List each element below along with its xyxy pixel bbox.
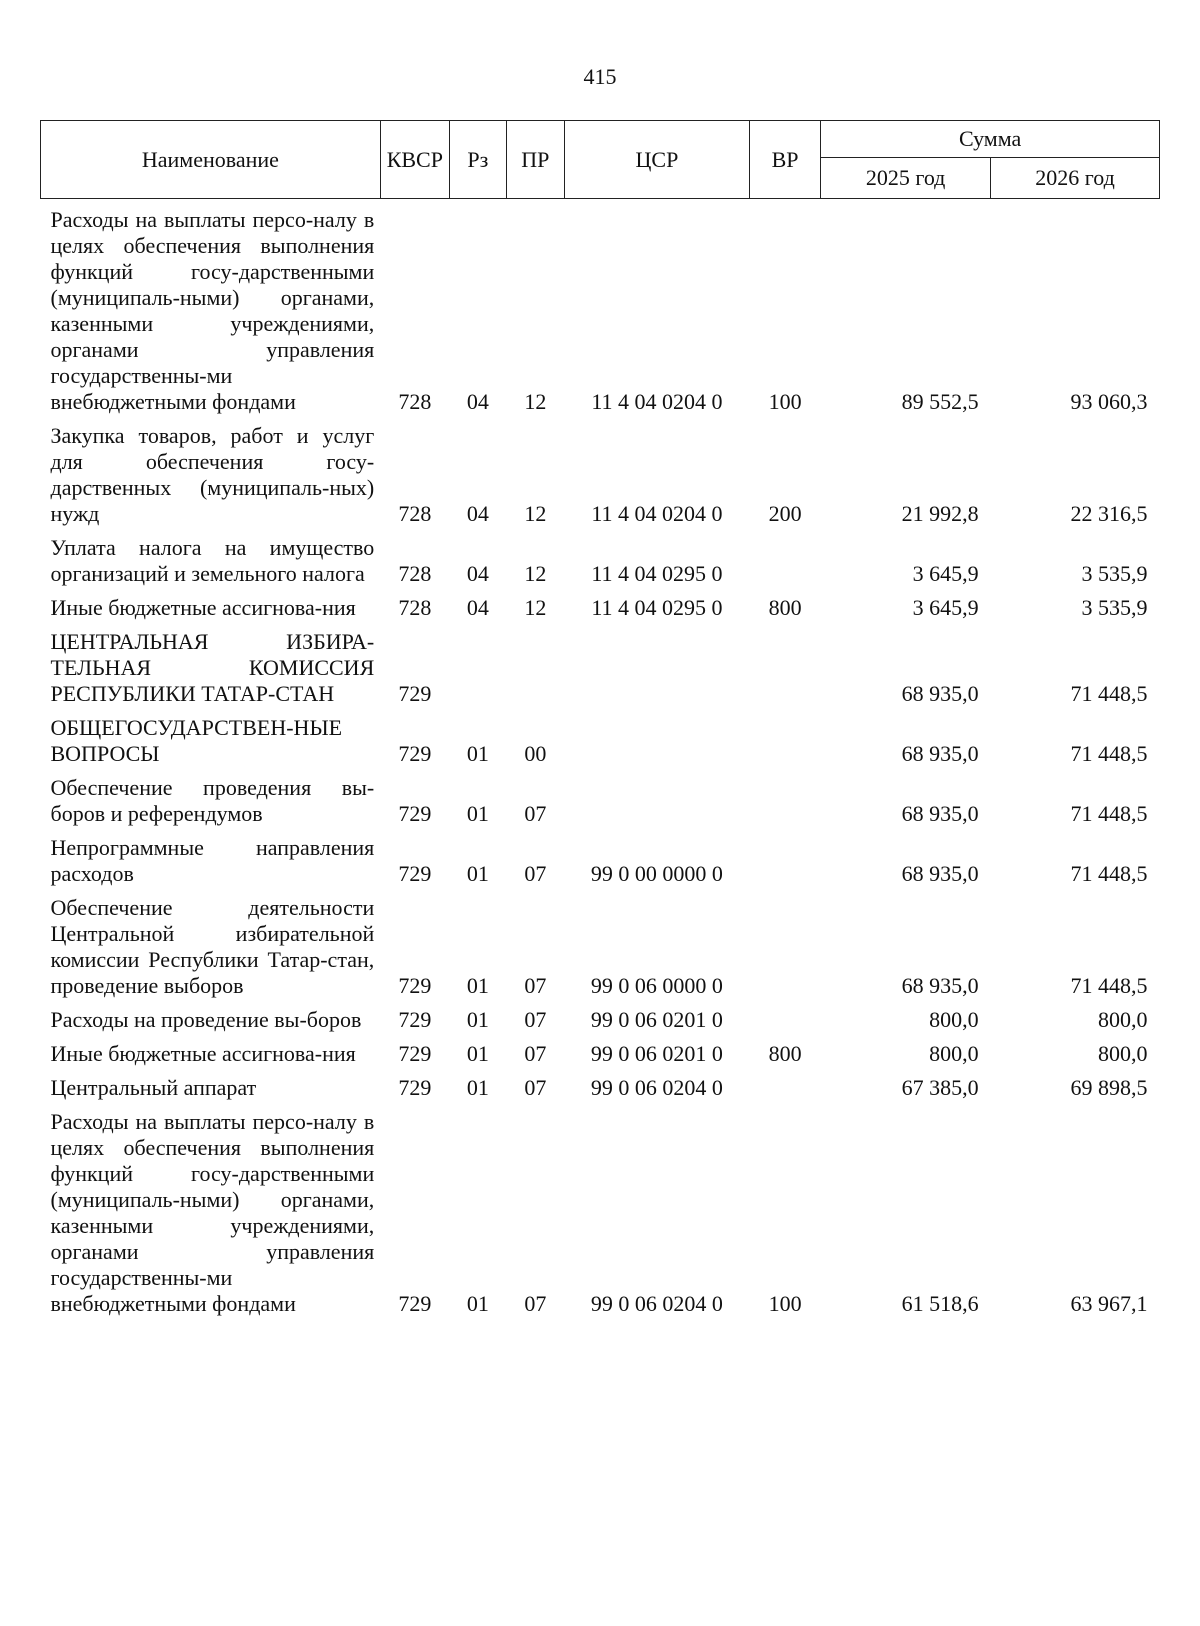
- row-csr-cell: 99 0 00 0000 0: [590, 861, 723, 886]
- row-csr-cell: [564, 767, 749, 827]
- row-name-text: Обеспечение деятельности Центральной избирательной комиссии Республики Татар-стан, проведение выборов: [50, 895, 375, 998]
- row-pr-cell: 07: [524, 1041, 547, 1066]
- row-2026-cell: 3 535,9: [1081, 595, 1148, 620]
- table-row: [41, 527, 1160, 587]
- row-kvsr-cell: 729: [398, 801, 432, 826]
- row-rz-cell: [449, 621, 506, 707]
- row-2025-cell: 68 935,0: [901, 861, 979, 886]
- row-2025-cell: 21 992,8: [901, 501, 979, 526]
- table-row: [41, 1067, 1160, 1101]
- row-name-cell: [41, 827, 381, 887]
- table-body: [41, 199, 1160, 1318]
- row-2025-cell: 3 645,9: [912, 595, 979, 620]
- row-2026-cell: 800,0: [1098, 1007, 1148, 1032]
- row-csr-cell: 99 0 06 0204 0: [590, 1291, 723, 1316]
- table-row: [41, 1101, 1160, 1317]
- header-year-2025: 2025 год: [821, 158, 991, 199]
- table-row: [41, 587, 1160, 621]
- row-2025-cell: 61 518,6: [901, 1291, 979, 1316]
- row-rz-cell: 01: [466, 1007, 489, 1032]
- row-rz-cell: 01: [466, 741, 489, 766]
- row-name-text: Центральный аппарат: [50, 1075, 257, 1100]
- row-rz-cell: 01: [466, 1041, 489, 1066]
- row-2026-cell: 800,0: [1098, 1041, 1148, 1066]
- row-pr-cell: 07: [524, 1075, 547, 1100]
- row-name-text: Закупка товаров, работ и услуг для обеспечения госу-дарственных (муниципаль-ных) нужд: [50, 423, 375, 526]
- row-csr-cell: 99 0 06 0201 0: [590, 1041, 723, 1066]
- row-name-text: Иные бюджетные ассигнова-ния: [50, 1041, 356, 1066]
- row-name-text: Расходы на выплаты персо-налу в целях обеспечения выполнения функций госу-дарственными (муниципаль-ными) органами, казенными учреждениями, органами управления государственны-ми внебюджетными фондами: [50, 1109, 375, 1316]
- header-name: Наименование: [41, 121, 381, 199]
- row-2026-cell: 71 448,5: [1070, 741, 1148, 766]
- header-rz: Рз: [449, 121, 506, 199]
- row-kvsr-cell: 729: [398, 741, 432, 766]
- row-name-cell: [41, 527, 381, 587]
- row-2026-cell: 71 448,5: [1070, 681, 1148, 706]
- row-vr-cell: [749, 1067, 820, 1101]
- row-rz-cell: 01: [466, 973, 489, 998]
- row-2025-cell: 800,0: [929, 1007, 979, 1032]
- row-pr-cell: 07: [524, 1007, 547, 1032]
- row-pr-cell: 07: [524, 973, 547, 998]
- row-name-cell: [41, 1101, 381, 1317]
- row-2026-cell: 71 448,5: [1070, 861, 1148, 886]
- row-name-cell: [41, 767, 381, 827]
- table-row: [41, 415, 1160, 527]
- row-kvsr-cell: 729: [398, 1291, 432, 1316]
- header-year-2026: 2026 год: [991, 158, 1160, 199]
- row-2025-cell: 68 935,0: [901, 973, 979, 998]
- row-2025-cell: 68 935,0: [901, 801, 979, 826]
- row-vr-cell: [749, 621, 820, 707]
- row-2026-cell: 63 967,1: [1070, 1291, 1148, 1316]
- row-kvsr-cell: 729: [398, 1041, 432, 1066]
- row-vr-cell: 100: [768, 389, 802, 414]
- row-name-cell: [41, 415, 381, 527]
- row-vr-cell: [749, 527, 820, 587]
- row-csr-cell: 99 0 06 0201 0: [590, 1007, 723, 1032]
- row-vr-cell: 200: [768, 501, 802, 526]
- row-name-cell: [41, 621, 381, 707]
- row-pr-cell: [506, 621, 564, 707]
- row-rz-cell: 04: [466, 389, 489, 414]
- row-kvsr-cell: 728: [398, 561, 432, 586]
- row-kvsr-cell: 729: [398, 973, 432, 998]
- row-2026-cell: 3 535,9: [1081, 561, 1148, 586]
- row-name-cell: [41, 707, 381, 767]
- row-vr-cell: [749, 767, 820, 827]
- row-2025-cell: 68 935,0: [901, 681, 979, 706]
- row-csr-cell: 11 4 04 0295 0: [591, 561, 723, 586]
- row-name-cell: [41, 887, 381, 999]
- row-2026-cell: 93 060,3: [1070, 389, 1148, 414]
- header-csr: ЦСР: [564, 121, 749, 199]
- row-name-cell: [41, 1067, 381, 1101]
- row-2026-cell: 71 448,5: [1070, 973, 1148, 998]
- row-vr-cell: 800: [768, 595, 802, 620]
- row-2026-cell: 22 316,5: [1070, 501, 1148, 526]
- header-kvsr: КВСР: [380, 121, 449, 199]
- row-pr-cell: 00: [524, 741, 547, 766]
- row-kvsr-cell: 728: [398, 389, 432, 414]
- row-2025-cell: 67 385,0: [901, 1075, 979, 1100]
- row-kvsr-cell: 729: [398, 1007, 432, 1032]
- table-row: [41, 887, 1160, 999]
- row-vr-cell: [749, 887, 820, 999]
- table-row: [41, 1033, 1160, 1067]
- row-csr-cell: 11 4 04 0204 0: [591, 501, 723, 526]
- table-row: [41, 199, 1160, 416]
- row-2025-cell: 800,0: [929, 1041, 979, 1066]
- row-pr-cell: 07: [524, 861, 547, 886]
- row-name-text: Непрограммные направления расходов: [50, 835, 375, 886]
- row-name-text: ЦЕНТРАЛЬНАЯ ИЗБИРА-ТЕЛЬНАЯ КОМИССИЯ РЕСПУБЛИКИ ТАТАР-СТАН: [50, 629, 375, 706]
- row-csr-cell: 99 0 06 0000 0: [590, 973, 723, 998]
- row-name-text: Расходы на проведение вы-боров: [50, 1007, 362, 1032]
- row-vr-cell: 800: [768, 1041, 802, 1066]
- header-pr: ПР: [506, 121, 564, 199]
- row-pr-cell: 07: [524, 801, 547, 826]
- row-vr-cell: [749, 999, 820, 1033]
- row-csr-cell: 11 4 04 0204 0: [591, 389, 723, 414]
- row-name-cell: [41, 587, 381, 621]
- row-rz-cell: 01: [466, 1075, 489, 1100]
- row-kvsr-cell: 728: [398, 501, 432, 526]
- row-pr-cell: 12: [524, 501, 547, 526]
- table-header: [41, 121, 1160, 199]
- row-name-cell: [41, 199, 381, 416]
- row-2026-cell: 69 898,5: [1070, 1075, 1148, 1100]
- table-row: [41, 767, 1160, 827]
- row-name-text: Расходы на выплаты персо-налу в целях обеспечения выполнения функций госу-дарственными (муниципаль-ными) органами, казенными учреждениями, органами управления государственны-ми внебюджетными фондами: [50, 207, 375, 414]
- row-rz-cell: 04: [466, 561, 489, 586]
- row-pr-cell: 12: [524, 595, 547, 620]
- row-pr-cell: 12: [524, 389, 547, 414]
- row-name-text: Уплата налога на имущество организаций и земельного налога: [50, 535, 375, 586]
- row-rz-cell: 04: [466, 501, 489, 526]
- row-kvsr-cell: 729: [398, 1075, 432, 1100]
- row-rz-cell: 01: [466, 861, 489, 886]
- row-kvsr-cell: 729: [398, 861, 432, 886]
- row-name-text: ОБЩЕГОСУДАРСТВЕН-НЫЕ ВОПРОСЫ: [50, 715, 343, 766]
- row-vr-cell: 100: [768, 1291, 802, 1316]
- row-vr-cell: [749, 827, 820, 887]
- row-rz-cell: 04: [466, 595, 489, 620]
- table-row: [41, 827, 1160, 887]
- row-pr-cell: 12: [524, 561, 547, 586]
- table-row: [41, 707, 1160, 767]
- row-rz-cell: 01: [466, 1291, 489, 1316]
- page-number: 415: [583, 64, 617, 89]
- table-row: [41, 621, 1160, 707]
- row-2026-cell: 71 448,5: [1070, 801, 1148, 826]
- row-vr-cell: [749, 707, 820, 767]
- row-csr-cell: [564, 621, 749, 707]
- header-vr: ВР: [749, 121, 820, 199]
- budget-table: [40, 120, 1160, 1317]
- row-name-text: Иные бюджетные ассигнова-ния: [50, 595, 356, 620]
- table-row: [41, 999, 1160, 1033]
- row-name-cell: [41, 999, 381, 1033]
- row-name-text: Обеспечение проведения вы-боров и референдумов: [50, 775, 375, 826]
- header-sum: Сумма: [821, 121, 1160, 158]
- row-kvsr-cell: 728: [398, 595, 432, 620]
- row-csr-cell: 11 4 04 0295 0: [591, 595, 723, 620]
- row-2025-cell: 89 552,5: [901, 389, 979, 414]
- row-2025-cell: 68 935,0: [901, 741, 979, 766]
- row-pr-cell: 07: [524, 1291, 547, 1316]
- row-kvsr-cell: 729: [398, 681, 432, 706]
- row-csr-cell: 99 0 06 0204 0: [590, 1075, 723, 1100]
- row-rz-cell: 01: [466, 801, 489, 826]
- row-name-cell: [41, 1033, 381, 1067]
- row-csr-cell: [564, 707, 749, 767]
- row-2025-cell: 3 645,9: [912, 561, 979, 586]
